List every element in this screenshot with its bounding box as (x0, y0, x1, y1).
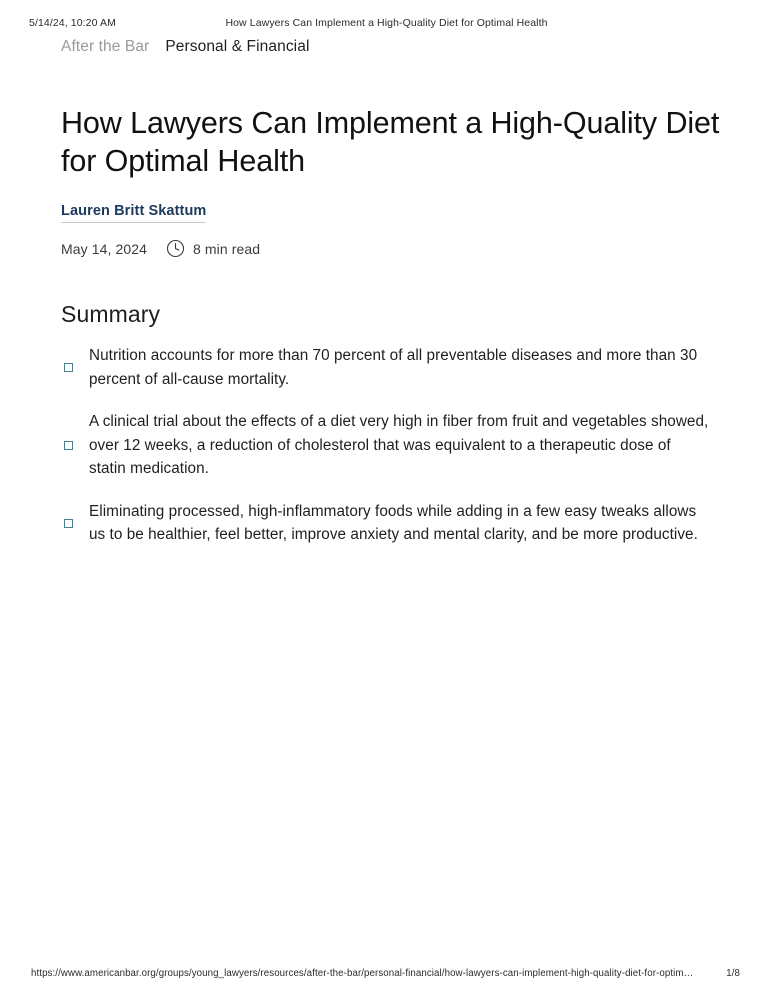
clock-icon (166, 239, 185, 258)
bullet-square-icon (64, 519, 73, 528)
breadcrumb-item-after-the-bar[interactable]: After the Bar (61, 38, 150, 55)
summary-list (61, 344, 709, 547)
print-header (0, 17, 773, 31)
article-header (61, 104, 721, 258)
print-footer (0, 968, 773, 982)
list-item (61, 410, 709, 481)
list-item-text: Eliminating processed, high-inflammatory foods while adding in a few easy tweaks allows us to be healthier, feel better, improve anxiety and mental clarity, and be more productive. (89, 502, 698, 543)
list-item (61, 344, 709, 391)
summary-heading: Summary (61, 301, 161, 327)
list-item-text: A clinical trial about the effects of a diet very high in fiber from fruit and vegetables showed, over 12 weeks, a reduction of cholesterol that was equivalent to a therapeutic dose of statin medication. (89, 413, 709, 477)
breadcrumb (61, 38, 310, 56)
print-document-title: How Lawyers Can Implement a High-Quality Diet for Optimal Health (225, 17, 548, 29)
page-number: 1/8 (726, 968, 740, 979)
author-link[interactable]: Lauren Britt Skattum (61, 203, 206, 223)
article-meta (61, 239, 721, 258)
page-title: How Lawyers Can Implement a High-Quality Diet for Optimal Health (61, 106, 720, 178)
publish-date: May 14, 2024 (61, 240, 148, 257)
read-time: 8 min read (193, 240, 261, 257)
list-item (61, 500, 709, 547)
print-timestamp: 5/14/24, 10:20 AM (29, 17, 116, 29)
byline (61, 202, 721, 223)
source-url: https://www.americanbar.org/groups/young_lawyers/resources/after-the-bar/personal-financial/how-lawyers-can-implement-high-quality-diet-for-optim… (31, 968, 694, 979)
breadcrumb-item-personal-and-financial[interactable]: Personal & Financial (165, 38, 310, 55)
list-item-text: Nutrition accounts for more than 70 percent of all preventable diseases and more than 30 percent of all-cause mortality. (89, 347, 698, 388)
bullet-square-icon (64, 441, 73, 450)
bullet-square-icon (64, 363, 73, 372)
